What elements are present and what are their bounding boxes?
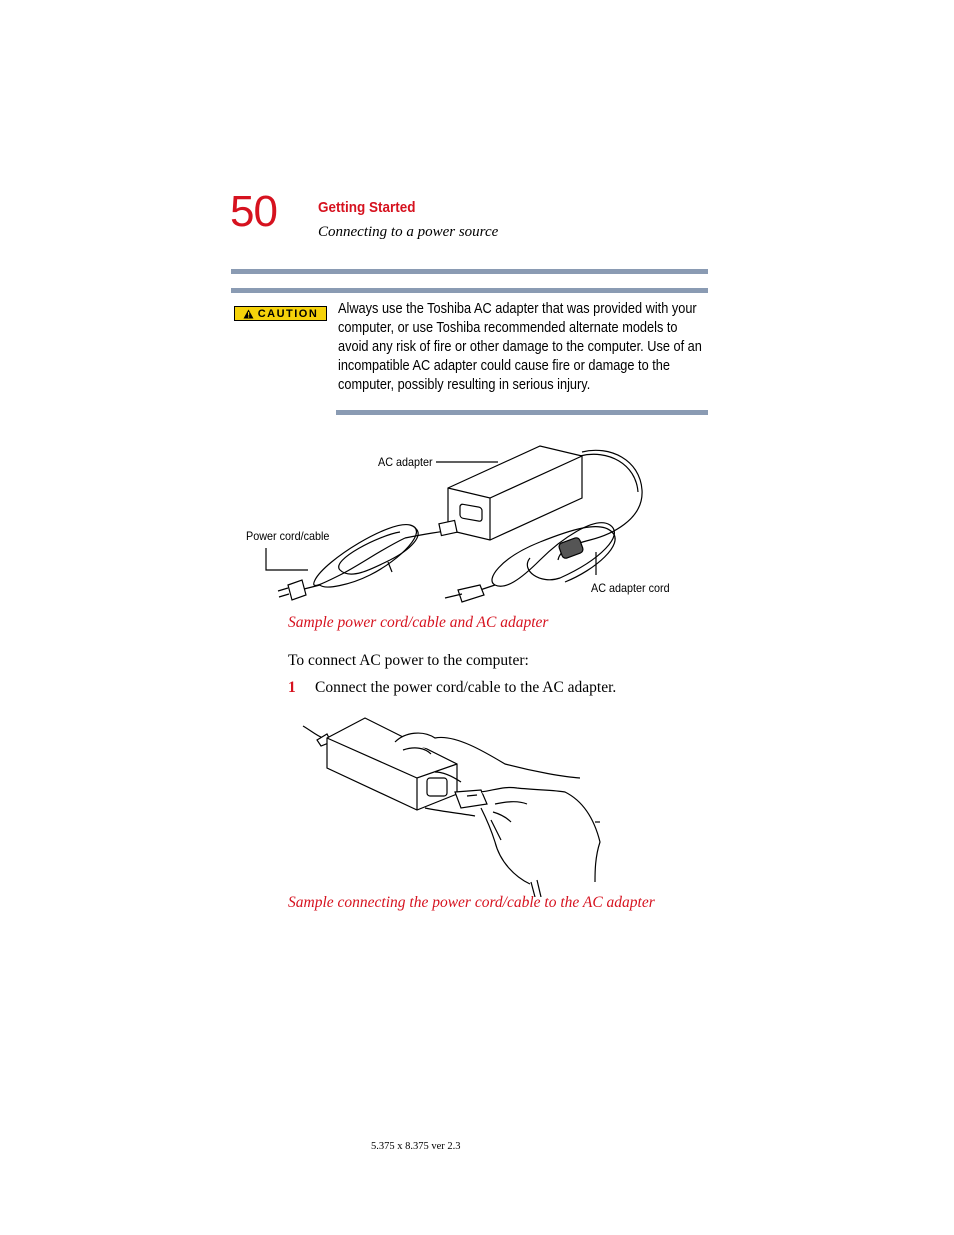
caution-badge	[234, 306, 327, 321]
figure2-caption: Sample connecting the power cord/cable to the AC adapter	[288, 894, 655, 911]
caution-rule-top	[231, 288, 708, 293]
warning-triangle-icon	[243, 309, 254, 319]
page-number: 50	[230, 187, 277, 236]
footer-version: 5.375 x 8.375 ver 2.3	[371, 1141, 461, 1152]
label-power-cord: Power cord/cable	[246, 529, 330, 543]
label-ac-adapter: AC adapter	[378, 455, 433, 469]
caution-badge-label: CAUTION	[257, 307, 319, 320]
header-rule-top	[231, 269, 708, 274]
label-adapter-cord: AC adapter cord	[591, 581, 670, 595]
caution-text: Always use the Toshiba AC adapter that was provided with your computer, or use Toshiba recommended alternate models to avoid any risk of fire or other damage to the computer. Use of an incompatible AC adapter could cause fire or damage to the computer, possibly resulting in serious injury.	[338, 301, 702, 393]
step-number: 1	[288, 679, 296, 696]
connecting-cord-illustration	[295, 712, 615, 897]
instructions-intro: To connect AC power to the computer:	[288, 652, 529, 669]
caution-rule-bottom	[336, 410, 708, 415]
section-title: Connecting to a power source	[318, 224, 499, 240]
chapter-title: Getting Started	[318, 199, 416, 216]
figure1-caption: Sample power cord/cable and AC adapter	[288, 614, 549, 631]
step-text: Connect the power cord/cable to the AC adapter.	[315, 679, 617, 696]
